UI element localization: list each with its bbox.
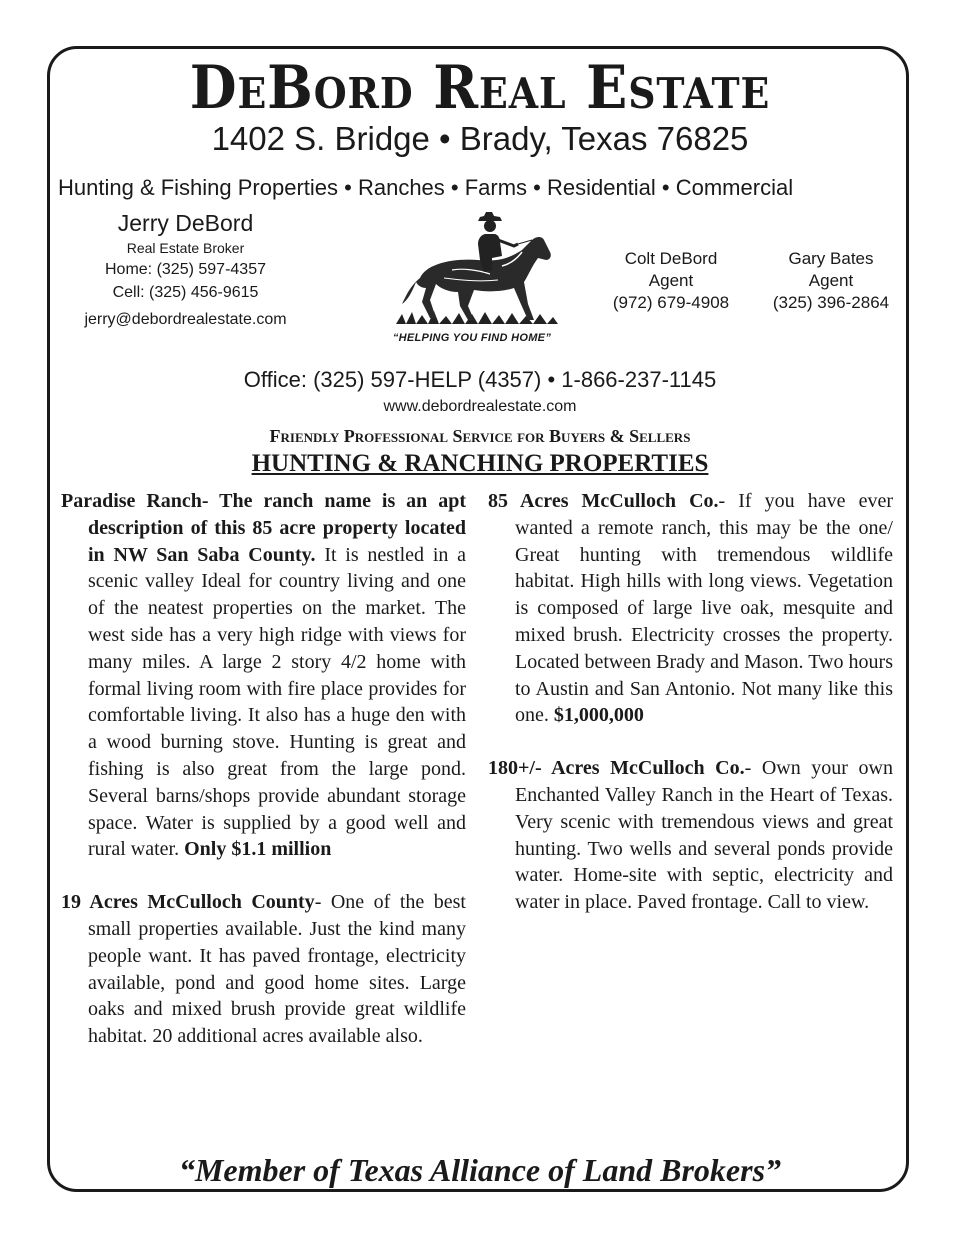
listing-body: - If you have ever wanted a remote ranch, this may be the one/ Great hunting with tremendous wildlife habitat. High hills with long views. Vegetation is composed of large live oak, mesquite and mixed brush. Electricity crosses the property. Located between Brady and Mason. Two hours to Austin and San Antonio. Not many like this one. [515, 490, 893, 727]
listing-body: - One of the best small properties available. Just the kind many people want. It has paved frontage, electricity available, pond and good home sites. Large oaks and mixed brush provide great wildlife habitat. 20 additional acres available also. [88, 891, 466, 1048]
listings-right-column [488, 488, 893, 942]
listings-left-column [61, 488, 466, 1076]
broker-cell-phone: Cell: (325) 456-9615 [112, 284, 259, 301]
listing [61, 889, 466, 1050]
listing [61, 488, 466, 863]
listing [488, 488, 893, 729]
broker-contact [58, 208, 313, 333]
services-line: Hunting & Fishing Properties • Ranches • Farms • Residential • Commercial [58, 175, 794, 200]
listing-title: Paradise Ranch [61, 490, 202, 512]
footer-membership: “Member of Texas Alliance of Land Brokers” [178, 1152, 782, 1188]
logo-tagline: “HELPING YOU FIND HOME” [392, 332, 552, 344]
agent-role: Agent [648, 271, 694, 290]
agent-role: Agent [808, 271, 854, 290]
agent-name: Colt DeBord [624, 249, 718, 268]
broker-title: Real Estate Broker [126, 240, 245, 256]
horse-rider-icon [382, 208, 572, 328]
agent-card [756, 248, 906, 314]
listing-lead: - The ranch name is an apt description of this 85 acre property located in NW San Saba County. [88, 490, 466, 566]
company-address: 1402 S. Bridge • Brady, Texas 76825 [211, 120, 749, 157]
listing [488, 755, 893, 916]
agent-name: Gary Bates [788, 249, 874, 268]
service-tagline: Friendly Professional Service for Buyers & Sellers [269, 426, 691, 446]
listing-title: 85 Acres McCulloch Co. [488, 490, 719, 512]
company-name: DeBord Real Estate [189, 53, 771, 123]
listing-body: - Own your own Enchanted Valley Ranch in the Heart of Texas. Very scenic with tremendous views and great hunting. Two wells and several ponds provide water. Home-site with septic, electricity and water in place. Paved frontage. Call to view. [515, 757, 893, 914]
broker-name: Jerry DeBord [117, 210, 254, 236]
section-title: HUNTING & RANCHING PROPERTIES [251, 450, 709, 477]
listing-title: 19 Acres McCulloch County [61, 891, 315, 914]
agent-phone: (325) 396-2864 [772, 293, 890, 312]
broker-home-phone: Home: (325) 597-4357 [105, 261, 266, 278]
listing-title: 180+/- Acres McCulloch Co. [488, 757, 745, 780]
listing-price: $1,000,000 [553, 704, 644, 727]
office-phone-line: Office: (325) 597-HELP (4357) • 1-866-237-1145 [243, 367, 717, 392]
listing-price: Only $1.1 million [184, 838, 332, 861]
website-link[interactable]: www.debordrealestate.com [383, 398, 577, 415]
agent-card [596, 248, 746, 314]
listing-body: It is nestled in a scenic valley Ideal for country living and one of the neatest properties on the market. The west side has a very high ridge with views for many miles. A large 2 story 4/2 home with formal living room with fire place provides for comfortable living. It also has a huge den with a wood burning stove. Hunting is great and fishing is also great from the large pond. Several barns/shops provide abundant storage space. Water is supplied by a good well and rural water. [88, 543, 467, 861]
broker-email: jerry@debordrealestate.com [84, 311, 287, 328]
agent-phone: (972) 679-4908 [612, 293, 730, 312]
